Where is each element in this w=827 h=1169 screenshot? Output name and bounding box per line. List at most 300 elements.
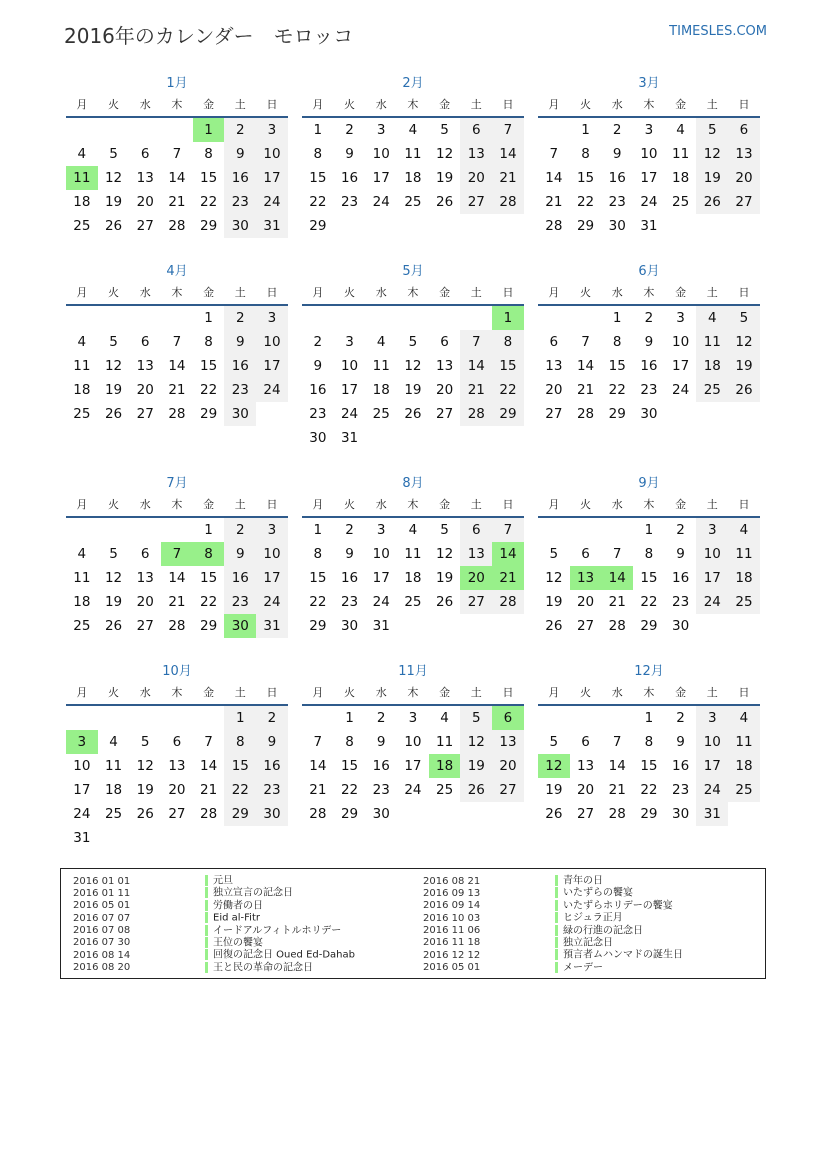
day-cell: 24 <box>256 378 288 402</box>
legend-row <box>411 900 683 912</box>
holiday-marker <box>555 900 558 911</box>
day-cell: 26 <box>104 618 123 634</box>
weekday-header <box>538 494 760 518</box>
empty-cell <box>129 306 161 330</box>
day-cell: 3 <box>256 118 288 142</box>
empty-cell <box>538 306 570 330</box>
holiday-day-cell: 18 <box>429 754 461 778</box>
day-cell: 5 <box>109 546 118 562</box>
day-cell: 11 <box>728 542 760 566</box>
day-cell: 25 <box>404 594 422 610</box>
day-cell: 7 <box>492 518 524 542</box>
day-cell: 10 <box>256 542 288 566</box>
empty-cell <box>538 518 570 542</box>
day-cell: 11 <box>104 758 123 774</box>
empty-cell <box>98 518 130 542</box>
day-grid <box>538 518 760 638</box>
weekday-label: 木 <box>407 286 419 299</box>
day-cell: 10 <box>404 734 422 750</box>
day-cell: 5 <box>440 122 449 138</box>
holiday-marker <box>555 925 558 936</box>
legend-holiday-name: メーデー <box>563 962 603 974</box>
day-cell: 29 <box>309 618 327 634</box>
day-cell: 31 <box>372 618 390 634</box>
day-cell: 9 <box>644 334 654 350</box>
weekday-label: 月 <box>548 98 560 111</box>
day-cell: 13 <box>168 758 186 774</box>
day-cell: 3 <box>256 518 288 542</box>
day-cell: 11 <box>728 730 760 754</box>
weekday-label: 木 <box>407 98 419 111</box>
day-cell: 25 <box>73 618 91 634</box>
weekday-label: 日 <box>738 498 750 511</box>
weekday-label: 月 <box>312 498 324 511</box>
empty-cell <box>570 518 602 542</box>
empty-cell <box>538 706 570 730</box>
legend-date: 2016 05 01 <box>423 962 481 974</box>
day-cell: 27 <box>492 778 524 802</box>
weekday-header <box>302 682 524 706</box>
day-cell: 21 <box>309 782 327 798</box>
day-cell: 4 <box>408 122 418 138</box>
day-cell: 6 <box>460 518 492 542</box>
holiday-day-cell: 11 <box>66 166 98 190</box>
empty-cell <box>161 706 193 730</box>
day-cell: 28 <box>460 402 492 426</box>
day-cell: 29 <box>309 218 327 234</box>
empty-cell <box>538 118 570 142</box>
day-cell: 1 <box>204 522 213 538</box>
day-cell: 4 <box>376 334 386 350</box>
day-cell: 4 <box>77 546 87 562</box>
legend-holiday-name: 王と民の革命の記念日 <box>213 962 313 974</box>
weekday-label: 月 <box>76 498 88 511</box>
day-cell: 2 <box>345 522 354 538</box>
day-cell: 7 <box>612 734 622 750</box>
legend-row <box>411 962 683 974</box>
month-block <box>538 262 760 426</box>
day-cell: 1 <box>204 310 213 326</box>
day-cell: 16 <box>256 754 288 778</box>
legend-date: 2016 11 18 <box>423 937 481 949</box>
weekday-label: 木 <box>643 98 655 111</box>
day-cell: 10 <box>256 330 288 354</box>
legend-date: 2016 12 12 <box>423 949 481 961</box>
day-cell: 2 <box>676 522 685 538</box>
weekday-label: 火 <box>344 686 356 699</box>
day-cell: 4 <box>728 518 760 542</box>
day-cell: 17 <box>672 358 690 374</box>
day-cell: 5 <box>109 146 118 162</box>
day-cell: 4 <box>408 522 418 538</box>
holiday-day-cell: 21 <box>492 566 524 590</box>
day-cell: 3 <box>376 122 386 138</box>
day-grid <box>538 306 760 426</box>
weekday-label: 土 <box>470 498 482 511</box>
weekday-label: 金 <box>675 498 687 511</box>
legend-column-left <box>61 875 355 974</box>
day-grid <box>302 706 524 826</box>
day-cell: 21 <box>545 194 563 210</box>
day-cell: 31 <box>340 430 359 446</box>
day-cell: 20 <box>576 782 595 798</box>
day-cell: 17 <box>73 782 91 798</box>
day-cell: 9 <box>345 546 354 562</box>
empty-cell <box>302 706 334 730</box>
legend-date: 2016 01 01 <box>73 875 131 887</box>
day-cell: 18 <box>73 194 91 210</box>
day-cell: 23 <box>224 378 256 402</box>
day-cell: 22 <box>608 382 626 398</box>
day-cell: 28 <box>492 190 524 214</box>
day-cell: 5 <box>440 522 449 538</box>
empty-cell <box>66 706 98 730</box>
month-title: 8月 <box>402 476 424 491</box>
day-cell: 2 <box>376 710 386 726</box>
legend-row <box>411 925 683 937</box>
day-cell: 17 <box>372 570 390 586</box>
day-cell: 1 <box>345 710 354 726</box>
weekday-label: 金 <box>203 98 215 111</box>
legend-holiday-name: 王位の饗宴 <box>213 937 263 949</box>
empty-cell <box>98 306 130 330</box>
empty-cell <box>98 118 130 142</box>
day-cell: 27 <box>168 806 186 822</box>
legend-holiday-name: イードアルフィトルホリデー <box>213 925 342 937</box>
day-cell: 7 <box>460 330 492 354</box>
day-cell: 29 <box>224 802 256 826</box>
day-cell: 18 <box>728 754 760 778</box>
day-cell: 5 <box>140 734 150 750</box>
day-cell: 4 <box>728 706 760 730</box>
empty-cell <box>429 306 461 330</box>
day-cell: 25 <box>436 782 454 798</box>
day-cell: 15 <box>200 570 218 586</box>
day-cell: 30 <box>372 806 390 822</box>
day-cell: 1 <box>224 706 256 730</box>
weekday-header <box>538 682 760 706</box>
day-cell: 2 <box>612 122 622 138</box>
legend-column-right <box>411 875 683 974</box>
legend-date: 2016 09 14 <box>423 900 481 912</box>
day-cell: 3 <box>376 522 386 538</box>
day-cell: 28 <box>492 590 524 614</box>
legend-row <box>61 900 355 912</box>
weekday-label: 日 <box>502 498 514 511</box>
day-cell: 25 <box>672 194 690 210</box>
day-cell: 10 <box>256 142 288 166</box>
day-cell: 23 <box>340 594 359 610</box>
day-cell: 27 <box>436 406 454 422</box>
weekday-label: 木 <box>171 498 183 511</box>
day-cell: 31 <box>256 614 288 638</box>
legend-date: 2016 09 13 <box>423 887 481 899</box>
weekday-header <box>538 282 760 306</box>
weekday-label: 金 <box>439 286 451 299</box>
weekday-label: 火 <box>344 286 356 299</box>
day-cell: 9 <box>676 546 685 562</box>
weekday-label: 水 <box>375 498 387 511</box>
legend-date: 2016 01 11 <box>73 887 131 899</box>
weekday-label: 日 <box>266 286 278 299</box>
weekday-header <box>66 94 288 118</box>
day-cell: 12 <box>545 570 563 586</box>
day-cell: 2 <box>256 706 288 730</box>
day-cell: 15 <box>492 354 524 378</box>
day-cell: 27 <box>136 218 154 234</box>
weekday-label: 火 <box>108 498 120 511</box>
day-cell: 22 <box>576 194 595 210</box>
day-cell: 2 <box>345 122 354 138</box>
day-cell: 10 <box>696 730 728 754</box>
day-cell: 5 <box>460 706 492 730</box>
day-cell: 12 <box>436 546 454 562</box>
day-cell: 5 <box>109 334 118 350</box>
weekday-label: 金 <box>675 286 687 299</box>
day-cell: 26 <box>545 618 563 634</box>
weekday-label: 火 <box>580 286 592 299</box>
weekday-label: 水 <box>139 498 151 511</box>
day-cell: 18 <box>728 566 760 590</box>
weekday-label: 土 <box>470 686 482 699</box>
day-cell: 30 <box>672 806 690 822</box>
weekday-label: 水 <box>139 286 151 299</box>
day-cell: 14 <box>168 170 186 186</box>
weekday-label: 木 <box>643 498 655 511</box>
day-cell: 22 <box>200 594 218 610</box>
day-cell: 13 <box>576 758 595 774</box>
day-cell: 12 <box>104 170 123 186</box>
day-cell: 13 <box>460 142 492 166</box>
day-cell: 3 <box>676 310 685 326</box>
month-block <box>302 662 524 826</box>
day-cell: 23 <box>608 194 626 210</box>
weekday-label: 日 <box>502 98 514 111</box>
legend-row <box>411 887 683 899</box>
holiday-day-cell: 7 <box>161 542 193 566</box>
month-title: 2月 <box>402 76 424 91</box>
day-cell: 6 <box>581 734 590 750</box>
legend-date: 2016 07 30 <box>73 937 131 949</box>
day-cell: 8 <box>612 334 622 350</box>
day-cell: 19 <box>104 194 123 210</box>
weekday-label: 月 <box>76 686 88 699</box>
weekday-label: 月 <box>312 686 324 699</box>
day-cell: 16 <box>672 758 690 774</box>
month-block <box>302 262 524 450</box>
day-cell: 23 <box>256 778 288 802</box>
holiday-marker <box>205 912 208 923</box>
day-cell: 4 <box>696 306 728 330</box>
day-cell: 26 <box>104 406 123 422</box>
day-cell: 27 <box>136 618 154 634</box>
holiday-marker <box>555 912 558 923</box>
day-cell: 30 <box>640 406 658 422</box>
day-cell: 28 <box>200 806 218 822</box>
month-block <box>538 474 760 638</box>
day-cell: 13 <box>545 358 563 374</box>
day-cell: 18 <box>104 782 123 798</box>
day-cell: 25 <box>404 194 422 210</box>
weekday-header <box>302 94 524 118</box>
day-cell: 12 <box>460 730 492 754</box>
weekday-label: 金 <box>439 98 451 111</box>
legend-holiday-name: 労働者の日 <box>213 900 263 912</box>
day-cell: 3 <box>644 122 654 138</box>
holiday-day-cell: 14 <box>492 542 524 566</box>
weekday-label: 水 <box>375 686 387 699</box>
day-cell: 6 <box>440 334 449 350</box>
weekday-label: 火 <box>344 98 356 111</box>
day-cell: 10 <box>73 758 91 774</box>
day-cell: 19 <box>460 754 492 778</box>
day-cell: 19 <box>104 382 123 398</box>
legend-holiday-name: 独立記念日 <box>563 937 613 949</box>
weekday-label: 土 <box>234 98 246 111</box>
weekday-label: 水 <box>375 98 387 111</box>
month-block <box>538 74 760 238</box>
weekday-label: 木 <box>643 286 655 299</box>
month-title: 9月 <box>638 476 660 491</box>
day-cell: 23 <box>224 590 256 614</box>
weekday-label: 木 <box>643 686 655 699</box>
holiday-marker <box>555 887 558 898</box>
legend-row <box>411 912 683 924</box>
legend-holiday-name: 青年の日 <box>563 875 603 887</box>
day-cell: 29 <box>200 406 218 422</box>
day-cell: 12 <box>104 570 123 586</box>
day-cell: 8 <box>204 146 213 162</box>
weekday-label: 火 <box>580 498 592 511</box>
day-cell: 27 <box>576 618 595 634</box>
day-cell: 25 <box>696 378 728 402</box>
day-cell: 6 <box>728 118 760 142</box>
legend-row <box>411 937 683 949</box>
day-cell: 25 <box>728 778 760 802</box>
weekday-label: 水 <box>139 686 151 699</box>
day-cell: 9 <box>612 146 622 162</box>
day-cell: 11 <box>404 546 422 562</box>
holiday-marker <box>205 900 208 911</box>
day-cell: 19 <box>545 782 563 798</box>
weekday-label: 金 <box>203 686 215 699</box>
day-cell: 15 <box>340 758 359 774</box>
day-cell: 8 <box>644 734 654 750</box>
weekday-label: 火 <box>108 686 120 699</box>
day-cell: 21 <box>608 594 626 610</box>
day-cell: 16 <box>672 570 690 586</box>
weekday-label: 土 <box>470 98 482 111</box>
weekday-label: 土 <box>706 98 718 111</box>
day-cell: 30 <box>256 802 288 826</box>
empty-cell <box>397 306 429 330</box>
day-cell: 30 <box>224 402 256 426</box>
legend-date: 2016 07 08 <box>73 925 131 937</box>
empty-cell <box>570 306 602 330</box>
day-grid <box>302 518 524 638</box>
day-cell: 26 <box>436 594 454 610</box>
empty-cell <box>460 306 492 330</box>
day-cell: 28 <box>608 806 626 822</box>
day-cell: 22 <box>200 382 218 398</box>
day-cell: 9 <box>224 142 256 166</box>
day-cell: 16 <box>372 758 390 774</box>
day-cell: 1 <box>644 522 654 538</box>
day-cell: 15 <box>309 170 327 186</box>
empty-cell <box>129 706 161 730</box>
weekday-label: 日 <box>502 686 514 699</box>
day-cell: 2 <box>313 334 323 350</box>
day-cell: 23 <box>672 594 690 610</box>
day-cell: 24 <box>640 194 658 210</box>
day-cell: 19 <box>696 166 728 190</box>
day-cell: 10 <box>640 146 658 162</box>
day-cell: 14 <box>545 170 563 186</box>
weekday-label: 火 <box>580 98 592 111</box>
weekday-label: 日 <box>502 286 514 299</box>
weekday-header <box>302 494 524 518</box>
day-cell: 23 <box>672 782 690 798</box>
weekday-label: 金 <box>675 686 687 699</box>
day-cell: 6 <box>140 334 150 350</box>
day-cell: 20 <box>136 382 154 398</box>
holiday-marker <box>555 962 558 973</box>
day-cell: 19 <box>545 594 563 610</box>
day-cell: 26 <box>460 778 492 802</box>
weekday-label: 火 <box>580 686 592 699</box>
weekday-label: 金 <box>439 686 451 699</box>
holiday-marker <box>555 949 558 960</box>
day-cell: 26 <box>136 806 154 822</box>
day-cell: 25 <box>73 406 91 422</box>
weekday-label: 水 <box>611 286 623 299</box>
holiday-day-cell: 14 <box>601 566 633 590</box>
day-cell: 22 <box>309 594 327 610</box>
day-cell: 14 <box>309 758 327 774</box>
day-cell: 20 <box>436 382 454 398</box>
day-cell: 7 <box>612 546 622 562</box>
day-cell: 28 <box>168 618 186 634</box>
day-cell: 23 <box>224 190 256 214</box>
day-cell: 10 <box>696 542 728 566</box>
day-cell: 18 <box>404 570 422 586</box>
day-cell: 6 <box>172 734 182 750</box>
day-cell: 5 <box>549 546 559 562</box>
day-cell: 28 <box>168 218 186 234</box>
day-cell: 18 <box>73 382 91 398</box>
weekday-header <box>66 282 288 306</box>
holiday-marker <box>205 962 208 973</box>
day-cell: 7 <box>172 146 182 162</box>
weekday-label: 日 <box>738 686 750 699</box>
day-cell: 29 <box>640 618 658 634</box>
weekday-label: 日 <box>738 286 750 299</box>
weekday-label: 木 <box>171 286 183 299</box>
day-cell: 10 <box>372 546 390 562</box>
day-cell: 12 <box>728 330 760 354</box>
day-cell: 18 <box>696 354 728 378</box>
day-cell: 26 <box>436 194 454 210</box>
day-cell: 17 <box>256 566 288 590</box>
day-cell: 3 <box>696 518 728 542</box>
day-cell: 14 <box>168 570 186 586</box>
month-title: 10月 <box>162 664 192 679</box>
day-cell: 13 <box>436 358 454 374</box>
holiday-day-cell: 8 <box>193 542 225 566</box>
day-cell: 31 <box>696 802 728 826</box>
day-cell: 16 <box>340 570 359 586</box>
day-cell: 18 <box>73 594 91 610</box>
